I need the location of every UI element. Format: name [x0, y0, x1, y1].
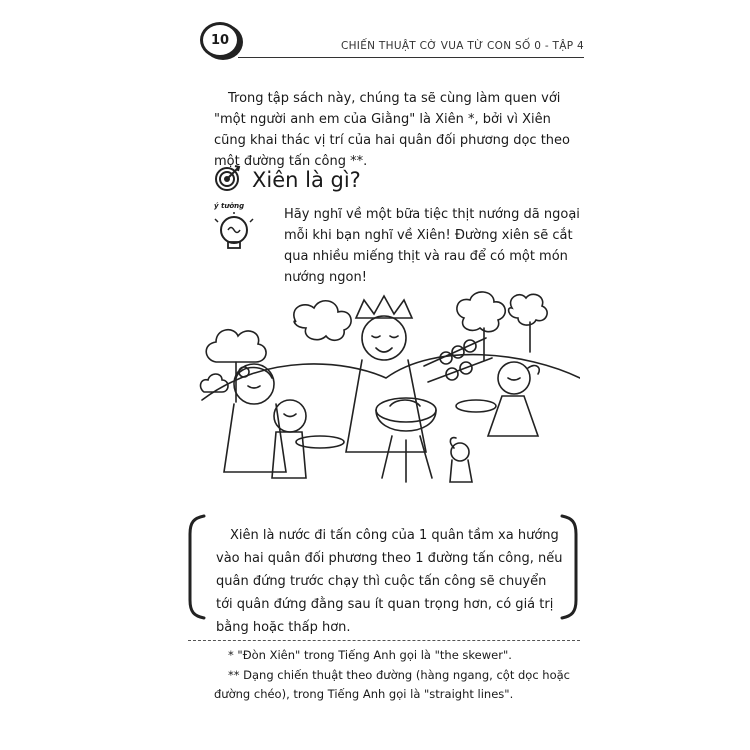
footnote-divider [188, 640, 580, 641]
idea-tag: ý tưởng [214, 202, 245, 210]
lightbulb-icon [212, 204, 256, 252]
definition-box [186, 512, 580, 635]
header-rule [238, 57, 584, 58]
section-heading [214, 164, 361, 196]
running-head: CHIẾN THUẬT CỜ VUA TỪ CON SỐ 0 - TẬP 4 [340, 40, 584, 52]
intro-text: Trong tập sách này, chúng ta sẽ cùng làm quen với "một người anh em của Giằng" là Xiên *, bởi vì Xiên cũng khai thác vị trí của hai quân đối phương dọc theo một đường tấn công **. [214, 91, 570, 169]
intro-paragraph [214, 88, 574, 172]
footnote-2: ** Dạng chiến thuật theo đường (hàng ngang, cột dọc hoặc đường chéo), trong Tiếng Anh gọi là "straight lines". [214, 668, 570, 701]
bbq-picnic-illustration [196, 282, 580, 498]
page-number: 10 [200, 22, 240, 58]
definition-text: Xiên là nước đi tấn công của 1 quân tầm xa hướng vào hai quân đối phương theo 1 đường tấn công, nếu quân đứng trước chạy thì cuộc tấn công sẽ chuyển tới quân đứng đằng sau ít quan trọng hơn, có giá trị bằng hoặc thấp hơn. [216, 528, 563, 635]
target-icon [214, 164, 242, 196]
idea-text: Hãy nghĩ về một bữa tiệc thịt nướng dã ngoại mỗi khi bạn nghĩ về Xiên! Đường xiên sẽ cắt qua nhiều miếng thịt và rau để có một món nướng ngon! [284, 207, 580, 285]
idea-block [212, 202, 582, 285]
section-title: Xiên là gì? [252, 168, 361, 192]
footnote-1: * "Đòn Xiên" trong Tiếng Anh gọi là "the skewer". [228, 648, 512, 662]
